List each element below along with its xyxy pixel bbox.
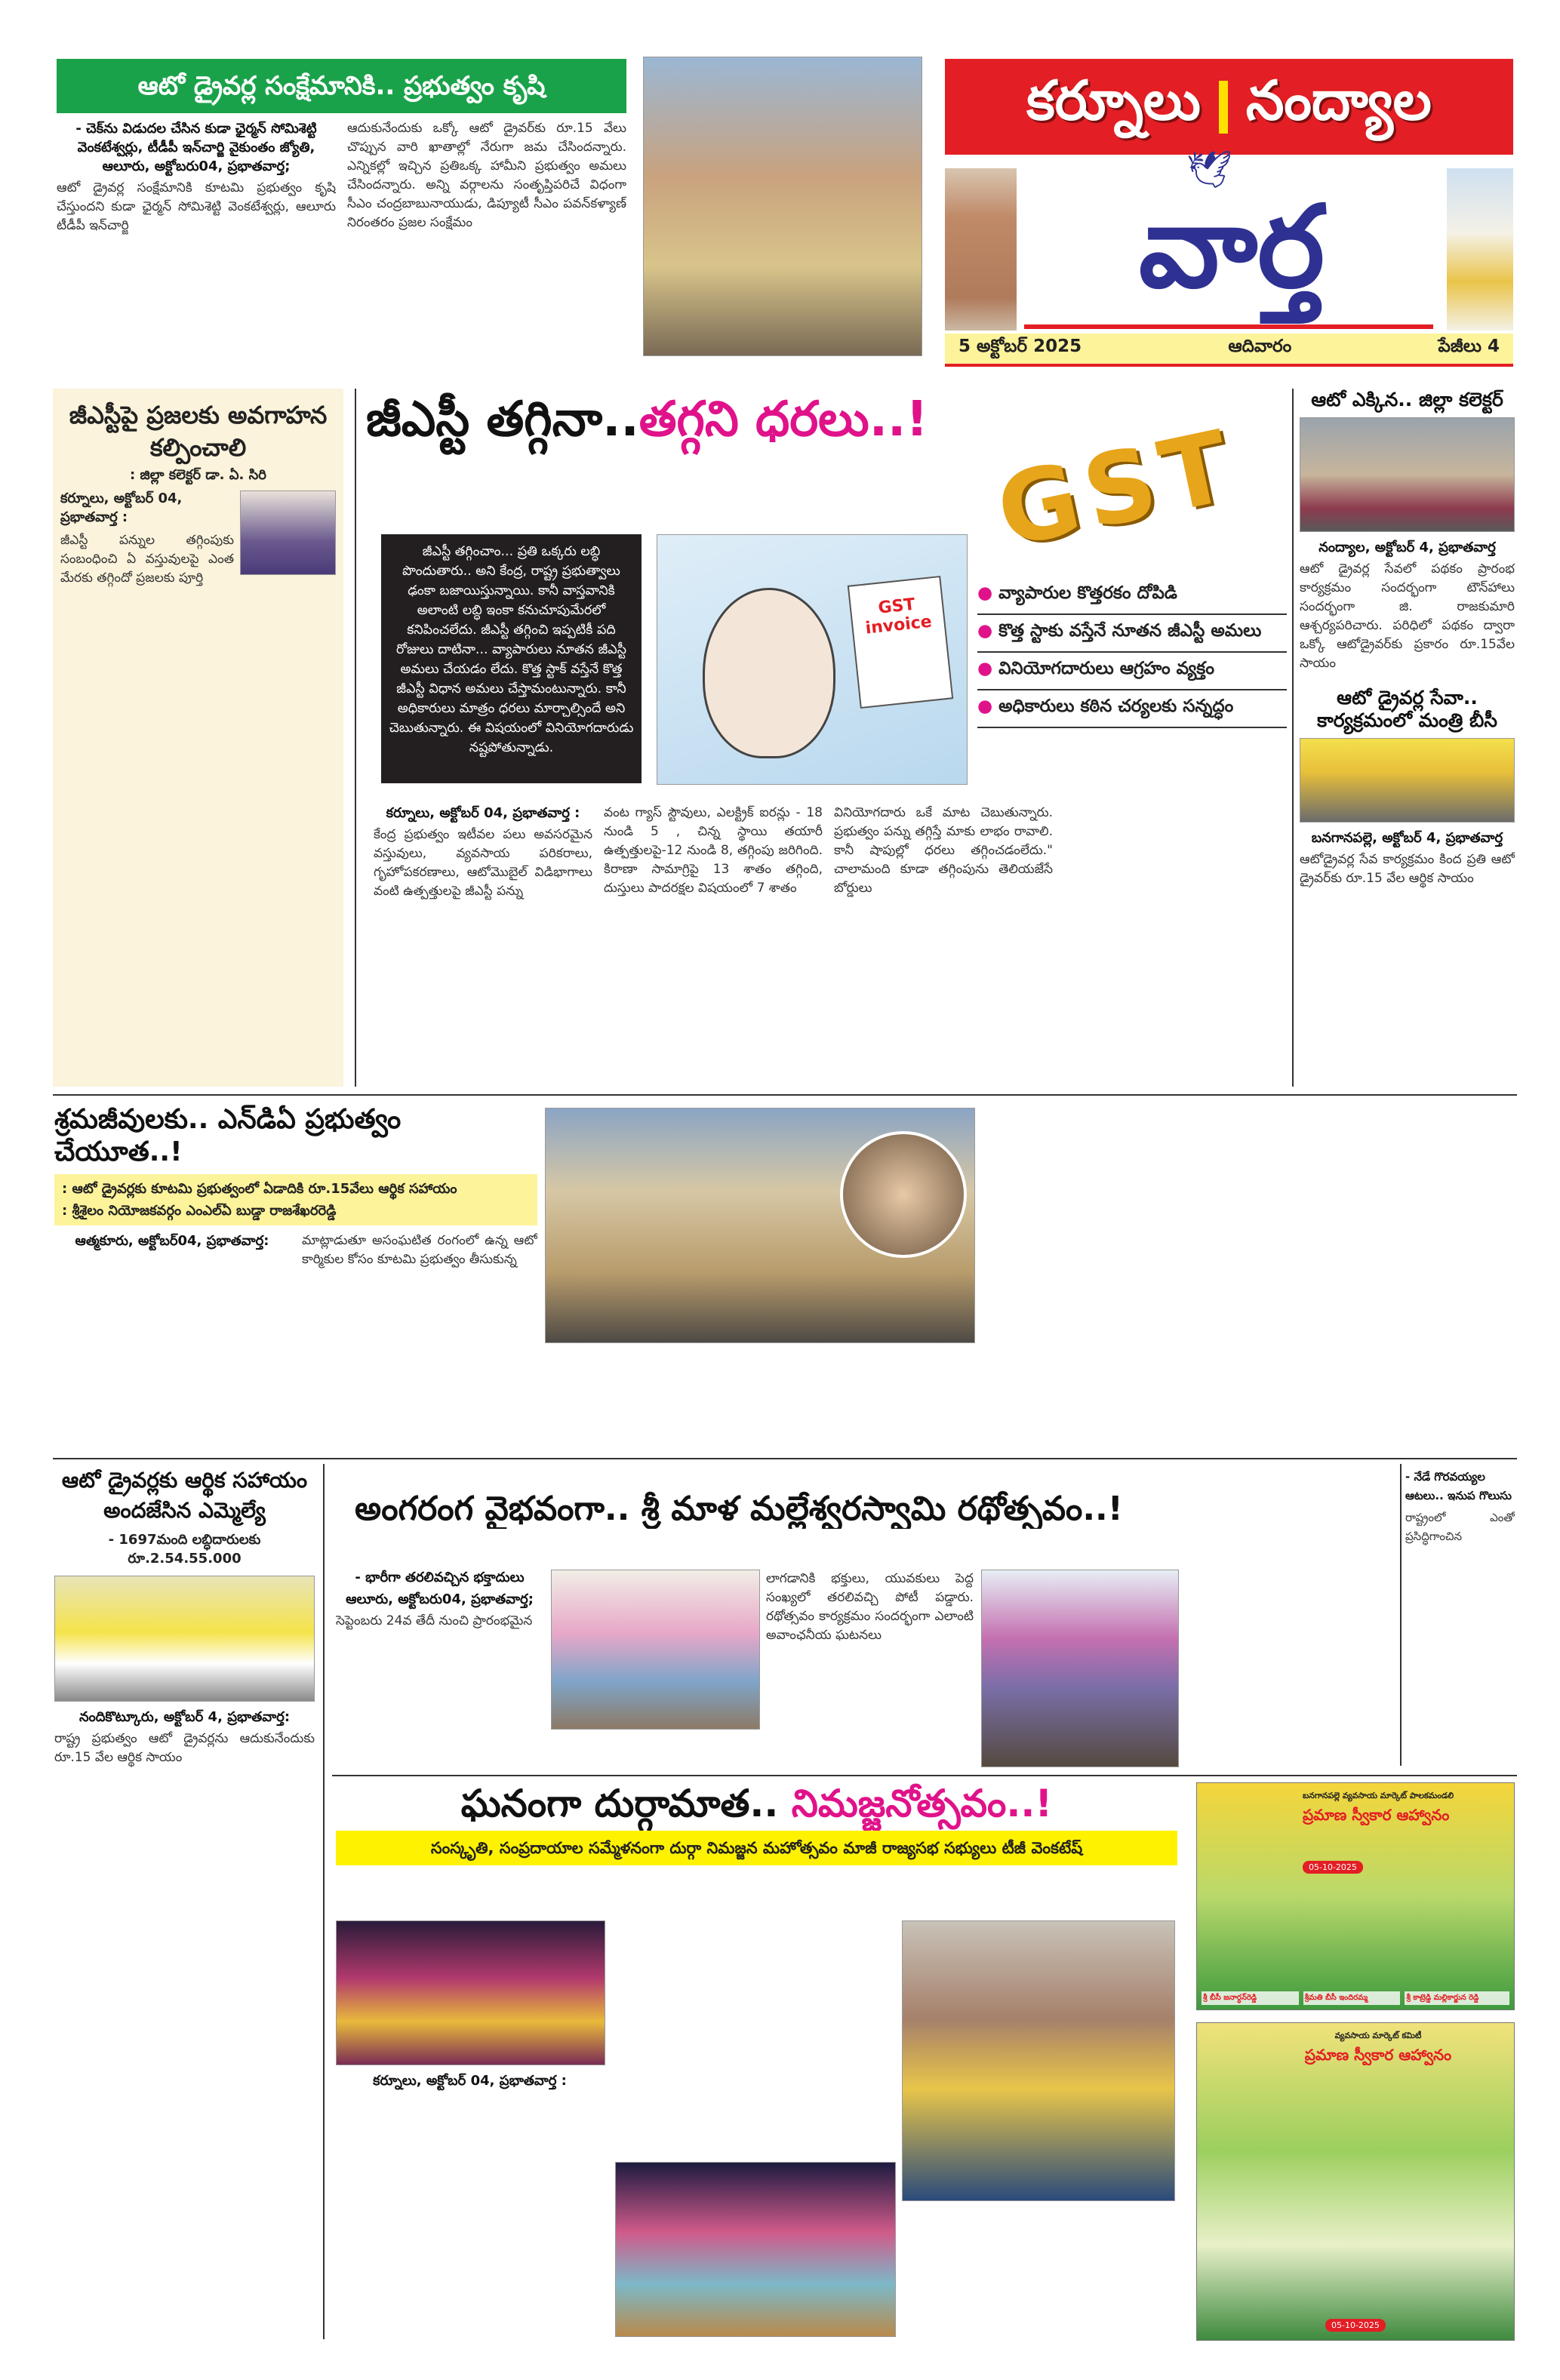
ndp-body: మాట్లాడుతూ అసంఘటిత రంగంలో ఉన్న ఆటో కార్మికుల కోసం కూటమి ప్రభుత్వం తీసుకున్న <box>302 1233 537 1268</box>
rathotsavam-byline: ఆలూరు, అక్టోబరు04, ప్రభాతవార్త; <box>346 1591 534 1607</box>
invoice-label: GST invoice <box>864 595 933 638</box>
gst-quote-text: జీఎస్టీ తగ్గించాం... ప్రతి ఒక్కరు లబ్ధి పొందుతారు.. అని కేంద్ర, రాష్ట్ర ప్రభుత్వాలు ఢంకా బజాయిస్తున్నాయి. కానీ వాస్తవానికి అలాంటి లబ్ధి ఇంకా కనుచూపుమేరలో కనిపించలేదు. జీఎస్టీ తగ్గించి ఇప్పటికీ పది రోజులు దాటినా... వ్యాపారులు నూతన జీఎస్టీ అమలు చేయడం లేదు. కొత్త స్టాక్ వస్తేనే కొత్త జీఎస్టీ విధాన అమలు చేస్తామంటున్నారు. కానీ అధికారులు మాత్రం ధరలు మార్చాల్సిందే అని చెబుతున్నారు. ఈ విషయంలో వినియోగదారుడు నష్టపోతున్నాడు. <box>389 544 634 755</box>
gst-bullet-text: వ్యాపారుల కొత్తరకం దోపిడి <box>998 583 1177 603</box>
gst-bullet: ● అధికారులు కఠిన చర్యలకు సన్నద్ధం <box>977 690 1287 728</box>
right-column <box>1300 389 1515 1087</box>
ndp-story <box>54 1103 537 1454</box>
ndp-byline: ఆత్మకూరు, అక్టోబర్04, ప్రభాతవార్త: <box>75 1233 269 1250</box>
ad1-date: 05-10-2025 <box>1303 1861 1363 1874</box>
gst-bullet-text: కొత్త స్టాకు వస్తేనే నూతన జీఎస్టీ అమలు <box>998 621 1262 641</box>
masthead-city-right: నంద్యాల <box>1245 68 1432 132</box>
ad1-subtitle: బనగానపల్లె వ్యవసాయ మార్కెట్ పాలకమండలి <box>1303 1791 1454 1800</box>
mla-aid-text: రాష్ట్ర ప్రభుత్వం ఆటో డ్రైవర్లను ఆదుకునేందుకు రూ.15 వేల ఆర్థిక సాయం <box>54 1731 315 1765</box>
mla-aid-byline: నందికొట్కూరు, అక్టోబర్ 4, ప్రభాతవార్త: <box>78 1709 291 1725</box>
advertisement-2 <box>1196 2022 1515 2341</box>
masthead <box>945 59 1513 370</box>
auto-welfare-subhead: - చెక్‌ను విడుదల చేసిన కుడా ఛైర్మన్ సోమిశెట్టి వెంకటేశ్వర్లు, టీడీపీ ఇన్‌చార్జి వైకుంతం జ్యోతి, ఆలూరు, అక్టోబరు04, ప్రభాతవార్త; <box>75 121 317 174</box>
minister-bc-byline: బనగానపల్లె, అక్టోబర్ 4, ప్రభాతవార్త <box>1311 830 1503 846</box>
ndp-group-photo <box>545 1108 975 1343</box>
collector-auto-text: ఆటో డ్రైవర్ల సేవలో పథకం ప్రారంభ కార్యక్రమం సందర్భంగా టౌన్‌హాలు సందర్భంగా జి. రాజకుమారి ఆశ్చర్యపరిచారు. పరిధిలో పథకం ద్వారా ఒక్కో ఆటోడ్రైవర్‌కు ప్రకారం రూ.15వేల సాయం <box>1300 561 1515 671</box>
invoice-paper <box>848 576 953 709</box>
section-divider <box>53 1094 1517 1096</box>
minister-bc-photo <box>1300 738 1515 823</box>
minister-bc-text: ఆటోడ్రైవర్ల సేవ కార్యక్రమం కింద ప్రతి ఆటో డ్రైవర్‌కు రూ.15 వేల ఆర్థిక సాయం <box>1300 852 1515 886</box>
gst-awareness-byline: కర్నూలు, అక్టోబర్ 04, ప్రభాతవార్త : <box>60 490 183 526</box>
section-divider <box>332 1775 1517 1776</box>
rathotsavam-col2 <box>766 1570 974 1773</box>
cartoon-face <box>703 588 835 758</box>
ad2-title: ప్రమాణ స్వీకార ఆహ్వానం <box>1304 2046 1452 2064</box>
ndp-col2 <box>302 1232 537 1454</box>
gst-main-body-2: వంట గ్యాస్ స్టౌవులు, ఎలక్ట్రిక్ ఐరన్లు - 18 నుండి 5 , చిన్న స్థాయి తయారీ ఉత్పత్తులపై-12 నుండి 8, తగ్గింపు జరిగింది. కిరాణా సామాగ్రిపై 13 శాతం తగ్గింది, దుస్తులు పాదరక్షల విషయంలో 7 శాతం <box>604 805 823 896</box>
durga-byline: కర్నూలు, అక్టోబర్ 04, ప్రభాతవార్త : <box>373 2073 567 2089</box>
page-count: పేజీలు 4 <box>1438 337 1500 356</box>
date-bar <box>945 334 1513 367</box>
column-rule <box>323 1464 325 2339</box>
masthead-logo: వార్త <box>1138 182 1325 313</box>
auto-welfare-photo <box>643 57 922 356</box>
gst-main-byline: కర్నూలు, అక్టోబర్ 04, ప్రభాతవార్త : <box>386 805 580 821</box>
auto-welfare-body-1: ఆటో డ్రైవర్ల సంక్షేమానికి కూటమి ప్రభుత్వం కృషి చేస్తుందని కుడా ఛైర్మన్ సోమిశెట్టి వెంకటేశ్వర్లు, ఆలూరు టీడీపీ ఇన్‌చార్జి <box>57 180 336 233</box>
dove-icon: 🕊 <box>1186 149 1232 191</box>
ad2-subtitle: వ్యవసాయ మార్కెట్ కమిటీ <box>1334 2031 1422 2040</box>
durga-photo-3 <box>902 1920 1175 2201</box>
auto-welfare-col2 <box>347 119 626 346</box>
ndp-continued <box>545 1351 974 1453</box>
durga-headline-black: ఘనంగా దుర్గామాత.. <box>460 1782 779 1825</box>
rathotsavam-body-2: లాగడానికి భక్తులు, యువకులు పెద్ద సంఖ్యలో తరలివచ్చి పోటీ పడ్డారు. రథోత్సవం కార్యక్రమం సందర్భంగా ఎలాంటి అవాంఛనీయ ఘటనలు <box>766 1571 974 1643</box>
mla-aid-body <box>54 1708 315 2333</box>
auto-welfare-col1 <box>57 119 336 346</box>
auto-welfare-headline-bar <box>57 59 626 113</box>
durga-header <box>336 1781 1177 1915</box>
durga-headline <box>336 1781 1177 1826</box>
ad1-name: శ్రీ బీసీ జనార్ధన్‌రెడ్డి <box>1202 1991 1299 2005</box>
bells-body: రాష్ట్రంలో ఎంతో ప్రసిద్ధిగాంచిన <box>1405 1511 1515 1543</box>
auto-welfare-body-2: ఆదుకునేందుకు ఒక్కో ఆటో డ్రైవర్‌కు రూ.15 వేలు చొప్పున వారి ఖాతాల్లో నేరుగా జమ చేసిందన్నారు. ఎన్నికల్లో ఇచ్చిన ప్రతిఒక్క హామీని ప్రభుత్వం అమలు చేసిందన్నారు. అన్ని వర్గాలను సంతృప్తిపరిచే విధంగా సీఎం చంద్రబాబునాయుడు, డిప్యూటీ సీఎం పవన్‌కళ్యాణ్ నిరంతరం ప్రజల సంక్షేమం <box>347 121 626 230</box>
ad2-date: 05-10-2025 <box>1325 2319 1386 2332</box>
rathotsavam-body-1: సెప్టెంబరు 24వ తేదీ నుంచి ప్రారంభమైన <box>336 1613 533 1628</box>
minister-bc-headline: ఆటో డ్రైవర్ల సేవా.. కార్యక్రమంలో మంత్రి బీసీ <box>1317 687 1497 731</box>
mla-aid-subhead: - 1697మంది లబ్ధిదారులకు రూ.2.54.55.000 <box>108 1532 261 1567</box>
durga-strap: సంస్కృతి, సంప్రదాయాల సమ్మేళనంగా దుర్గా నిమజ్జన మహోత్సవం మాజీ రాజ్యసభ సభ్యులు టీజీ వెంకటేష్ <box>336 1831 1177 1865</box>
rathotsavam-col1 <box>336 1568 543 1772</box>
mla-aid-story <box>54 1465 315 2333</box>
mla-aid-headline: ఆటో డ్రైవర్లకు ఆర్థిక సహాయం అందజేసిన ఎమ్మెల్యే <box>61 1468 308 1523</box>
gst-bullet-text: అధికారులు కఠిన చర్యలకు సన్నద్ధం <box>998 696 1234 716</box>
advertisement-1 <box>1196 1782 1515 2010</box>
row3-right-text <box>981 1108 1513 1453</box>
gst-cartoon <box>657 534 968 785</box>
rathotsavam-headline: అంగరంగ వైభవంగా.. శ్రీ మాళ మల్లేశ్వరస్వామి రథోత్సవం..! <box>355 1490 1123 1528</box>
collector-photo <box>240 490 336 575</box>
gst-main-body-1: కేంద్ర ప్రభుత్వం ఇటీవల పలు అవసరమైన వస్తువులు, వ్యవసాయ పరికరాలు, గృహోపకరణాలు, ఆటోమొబైల్ విడిభాగాలు వంటి ఉత్పత్తులపై జీఎస్టీ పన్ను <box>374 827 592 899</box>
collector-auto-byline: నంద్యాల, అక్టోబర్ 4, ప్రభాతవార్త <box>1318 540 1496 555</box>
collector-auto-body <box>1300 538 1515 673</box>
bells-headline: - నేడే గొరవయ్యల ఆటలు.. ఇనుప గొలుసు <box>1405 1470 1512 1502</box>
minister-bc-body <box>1300 829 1515 888</box>
gst-main-col3 <box>834 804 1053 1087</box>
gst-awareness-body: జీఎస్టీ పన్నుల తగ్గింపుకు సంబంధించి ఏ వస్తువులపై ఎంత మేరకు తగ్గిందో ప్రజలకు పూర్తి <box>60 533 234 586</box>
mla-inset-photo <box>840 1131 967 1258</box>
masthead-city-left: కర్నూలు <box>1026 68 1201 132</box>
durga-photo-1 <box>336 1920 605 2065</box>
gst-bullet: ● కొత్త స్టాకు వస్తేనే నూతన జీఎస్టీ అమలు <box>977 615 1287 653</box>
durga-col3 <box>902 2207 1174 2335</box>
rathotsavam-subhead: - భారీగా తరలివచ్చిన భక్తాదులు <box>355 1570 525 1585</box>
gst-bullets <box>977 577 1287 796</box>
mla-aid-photo <box>54 1576 315 1702</box>
durga-col1 <box>336 2071 604 2335</box>
gst-main-headline <box>366 392 970 448</box>
gst-awareness-headline: జీఎస్టీపై ప్రజలకు అవగాహన కల్పించాలి <box>69 401 328 463</box>
gst-awareness-box <box>53 389 343 1087</box>
nandi-image <box>1447 168 1513 331</box>
section-divider <box>53 1458 1517 1459</box>
ndp-point: : ఆటో డ్రైవర్లకు కూటమి ప్రభుత్వంలో ఏడాదికి రూ.15వేలు ఆర్థిక సహాయం <box>62 1181 457 1198</box>
ad1-name: శ్రీమతి బీసీ ఇందిరమ్మ <box>1303 1991 1401 2005</box>
gst-quote-box <box>381 534 642 783</box>
ad1-name: శ్రీ కాట్రెడ్డి మల్లికార్జున రెడ్డి <box>1405 1991 1509 2005</box>
collector-auto-headline: ఆటో ఎక్కిన.. జిల్లా కలెక్టర్ <box>1311 389 1503 411</box>
collector-auto-photo <box>1300 417 1515 532</box>
gst-bullet: ● వినియోగదారులు ఆగ్రహం వ్యక్తం <box>977 653 1287 690</box>
fort-image <box>945 168 1017 331</box>
ndp-col1 <box>54 1232 290 1454</box>
bells-story <box>1405 1468 1515 1766</box>
gst-main-col1 <box>374 804 592 1087</box>
chariot-photo-2 <box>981 1570 1179 1767</box>
durga-headline-pink: నిమజ్జనోత్సవం..! <box>791 1782 1053 1825</box>
logo-underline <box>1024 324 1433 329</box>
durga-col2 <box>615 1920 894 2154</box>
gst-headline-pink: తగ్గని ధరలు..! <box>638 392 928 447</box>
gst-graphic <box>981 396 1283 573</box>
ndp-points-box <box>54 1174 537 1225</box>
gst-bullet: ● వ్యాపారుల కొత్తరకం దోపిడి <box>977 577 1287 615</box>
ndp-point: : శ్రీశైలం నియోజకవర్గం ఎంఎల్ఏ బుడ్డా రాజశేఖరరెడ్డి <box>62 1203 337 1219</box>
rathotsavam-caption <box>551 1732 758 1773</box>
gst-main-body-3: వినియోగదారు ఒకే మాట చెబుతున్నారు. ప్రభుత్వం పన్ను తగ్గిస్తే మాకు లాభం రావాలి. కానీ షాపుల్లో ధరలు తగ్గించడంలేదు." చాలామంది కూడా తగ్గింపును తెలియజేసే బోర్డులు <box>834 805 1053 896</box>
column-rule <box>1292 389 1294 1087</box>
gst-bullet-text: వినియోగదారులు ఆగ్రహం వ్యక్తం <box>998 659 1214 678</box>
durga-photo-2 <box>615 2162 896 2337</box>
masthead-separator <box>1219 81 1228 134</box>
issue-day: ఆదివారం <box>1228 337 1292 356</box>
auto-welfare-headline: ఆటో డ్రైవర్ల సంక్షేమానికి.. ప్రభుత్వం కృషి <box>137 71 546 101</box>
chariot-photo-1 <box>551 1570 760 1730</box>
gst-headline-black: జీఎస్టీ తగ్గినా.. <box>366 392 639 447</box>
issue-date: 5 అక్టోబర్ 2025 <box>958 337 1082 356</box>
gst-graphic-letters: GST <box>987 407 1247 570</box>
column-rule <box>1400 1464 1402 1766</box>
gst-main-col2 <box>604 804 823 1087</box>
gst-awareness-subhead: : జిల్లా కలెక్టర్ డా. ఏ. సిరి <box>130 467 266 484</box>
ad1-title: ప్రమాణ స్వీకార ఆహ్వానం <box>1303 1806 1450 1824</box>
masthead-city-band <box>945 59 1513 155</box>
column-rule <box>355 389 356 1087</box>
ndp-headline: శ్రమజీవులకు.. ఎన్‌డిఏ ప్రభుత్వం చేయూత..! <box>54 1104 402 1168</box>
